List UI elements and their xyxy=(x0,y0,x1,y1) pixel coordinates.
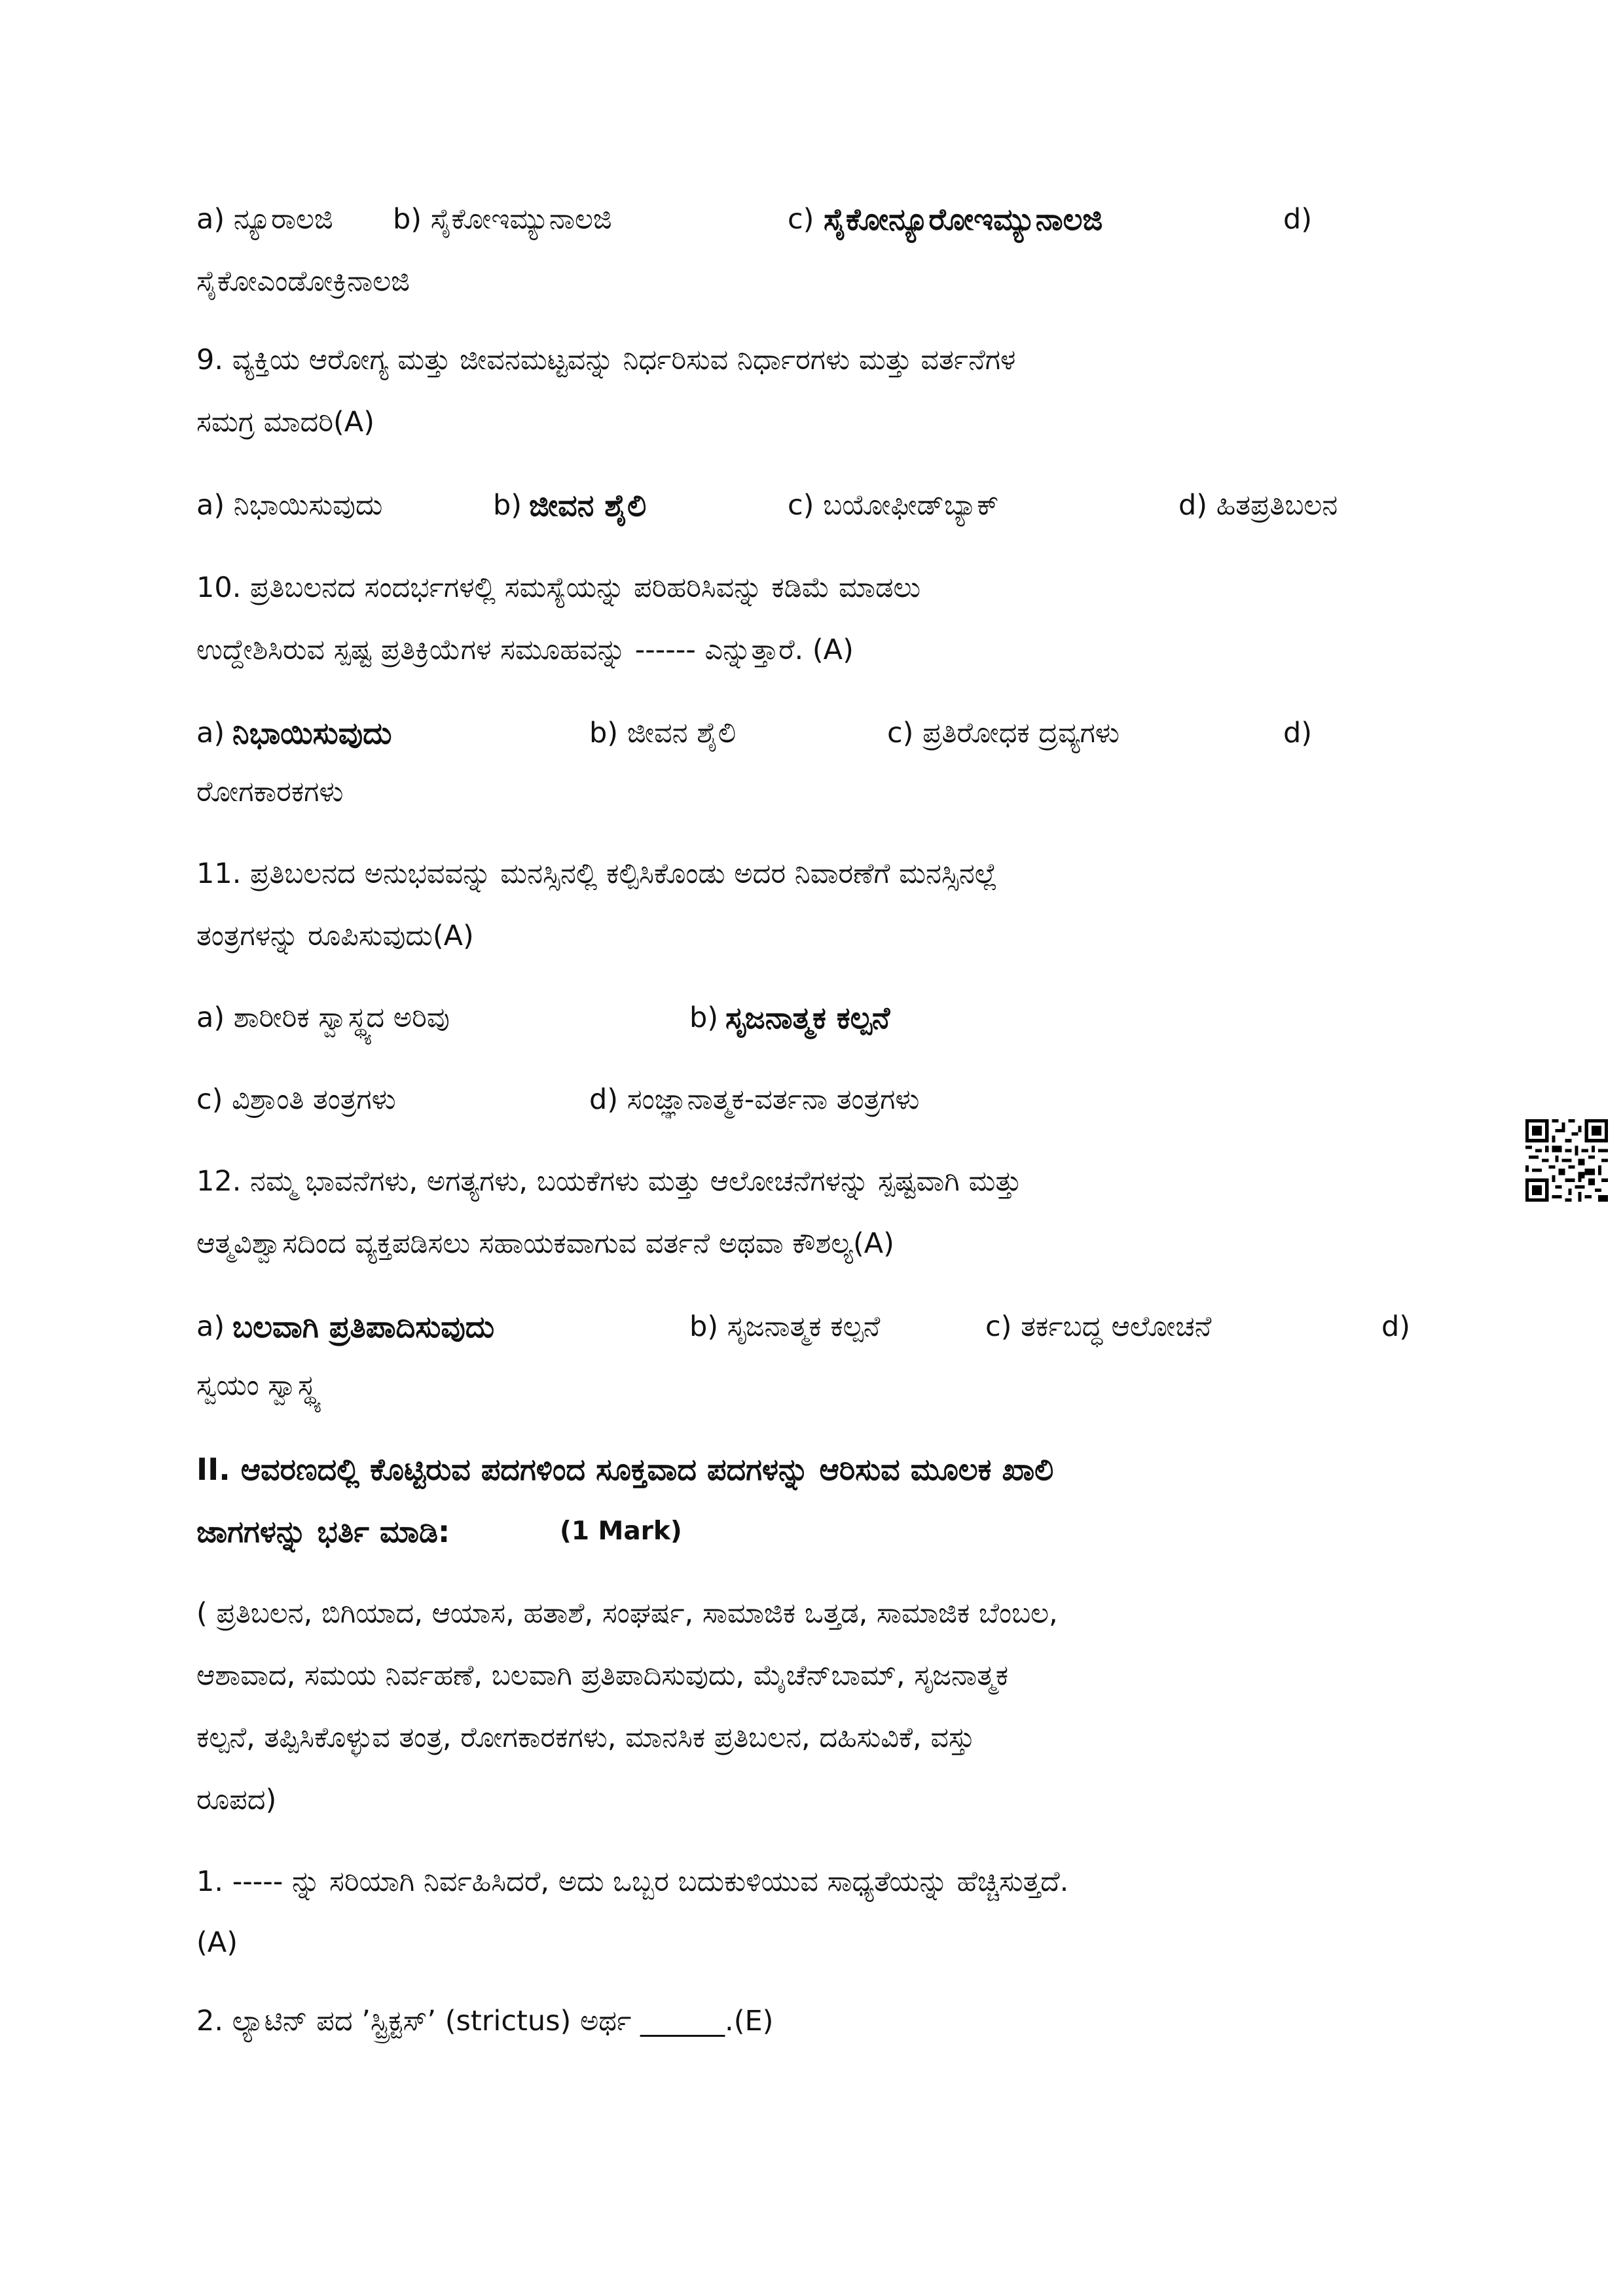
q10-text-line2: ಉದ್ದೇಶಿಸಿರುವ ಸ್ಪಷ್ಟ ಪ್ರತಿಕ್ರಿಯೆಗಳ ಸಮೂಹವನ್ನು ------ ಎನ್ನುತ್ತಾರೆ. (A) xyxy=(196,634,854,666)
q8-option-c-prefix: c) xyxy=(788,203,814,236)
q8-option-d-text: ಸೈಕೋಎಂಡೋಕ್ರಿನಾಲಜಿ xyxy=(196,265,410,298)
q8-option-b: b) ಸೈಕೋಇಮ್ಯುನಾಲಜಿ xyxy=(393,203,612,236)
q10-option-d-prefix: d) xyxy=(1283,717,1313,749)
q10-option-a-answer: ನಿಭಾಯಿಸುವುದು xyxy=(232,715,392,751)
q9-option-c: c) ಬಯೋಫೀಡ್‌ಬ್ಯಾಕ್ xyxy=(788,489,999,522)
q12-option-c: c) ತರ್ಕಬದ್ಧ ಆಲೋಚನೆ xyxy=(985,1310,1212,1343)
q10-text-line1: 10. ಪ್ರತಿಬಲನದ ಸಂದರ್ಭಗಳಲ್ಲಿ ಸಮಸ್ಯೆಯನ್ನು ಪರಿಹರಿಸಿವನ್ನು ಕಡಿಮೆ ಮಾಡಲು xyxy=(196,571,921,604)
word-box-line3: ಕಲ್ಪನೆ, ತಪ್ಪಿಸಿಕೊಳ್ಳುವ ತಂತ್ರ, ರೋಗಕಾರಕಗಳು, ಮಾನಸಿಕ ಪ್ರತಿಬಲನ, ದಹಿಸುವಿಕೆ, ವಸ್ತು xyxy=(196,1721,976,1754)
q9-option-b-prefix: b) xyxy=(493,489,522,522)
fill-q2: 2. ಲ್ಯಾಟಿನ್ ಪದ ’ಸ್ಟ್ರಿಕ್ಟಸ್’ (strictus) ಅರ್ಥ ______.(E) xyxy=(196,2005,774,2037)
q12-option-b: b) ಸೃಜನಾತ್ಮಕ ಕಲ್ಪನೆ xyxy=(689,1310,881,1343)
section2-heading-line1: II. ಆವರಣದಲ್ಲಿ ಕೊಟ್ಟಿರುವ ಪದಗಳಿಂದ ಸೂಕ್ತವಾದ ಪದಗಳನ್ನು ಆರಿಸುವ ಮೂಲಕ ಖಾಲಿ xyxy=(196,1452,1054,1487)
q9-option-b-answer: ಜೀವನ ಶೈಲಿ xyxy=(529,488,647,523)
q12-text-line2: ಆತ್ಮವಿಶ್ವಾಸದಿಂದ ವ್ಯಕ್ತಪಡಿಸಲು ಸಹಾಯಕವಾಗುವ ವರ್ತನೆ ಅಥವಾ ಕೌಶಲ್ಯ(A) xyxy=(196,1227,894,1260)
section2-heading-main: ಜಾಗಗಳನ್ನು ಭರ್ತಿ ಮಾಡಿ: xyxy=(196,1514,450,1549)
q12-option-d-prefix: d) xyxy=(1381,1310,1411,1343)
q12-text-line1: 12. ನಮ್ಮ ಭಾವನೆಗಳು, ಅಗತ್ಯಗಳು, ಬಯಕೆಗಳು ಮತ್ತು ಆಲೋಚನೆಗಳನ್ನು ಸ್ಪಷ್ಟವಾಗಿ ಮತ್ತು xyxy=(196,1165,1022,1198)
q11-option-a: a) ಶಾರೀರಿಕ ಸ್ವಾಸ್ಥ್ಯದ ಅರಿವು xyxy=(196,1001,450,1034)
word-box-line4: ರೂಪದ) xyxy=(196,1784,277,1816)
qr-code-icon xyxy=(1525,1119,1608,1202)
section2-heading-marks: (1 Mark) xyxy=(560,1516,682,1546)
word-box-line2: ಆಶಾವಾದ, ಸಮಯ ನಿರ್ವಹಣೆ, ಬಲವಾಗಿ ಪ್ರತಿಪಾದಿಸುವುದು, ಮೈಚೆನ್‌ಬಾಮ್, ಸೃಜನಾತ್ಮಕ xyxy=(196,1659,1009,1692)
q11-text-line2: ತಂತ್ರಗಳನ್ನು ರೂಪಿಸುವುದು(A) xyxy=(196,920,474,952)
q8-option-a: a) ನ್ಯೂರಾಲಜಿ xyxy=(196,203,333,236)
q9-option-d: d) ಹಿತಪ್ರತಿಬಲನ xyxy=(1178,489,1338,522)
q10-option-c: c) ಪ್ರತಿರೋಧಕ ದ್ರವ್ಯಗಳು xyxy=(887,717,1120,749)
q10-option-b: b) ಜೀವನ ಶೈಲಿ xyxy=(589,717,737,749)
fill-q1-line2: (A) xyxy=(196,1926,238,1959)
q10-option-d-text: ರೋಗಕಾರಕಗಳು xyxy=(196,776,344,808)
fill-q1-line1: 1. ----- ನ್ನು ಸರಿಯಾಗಿ ನಿರ್ವಹಿಸಿದರೆ, ಅದು ಒಬ್ಬರ ಬದುಕುಳಿಯುವ ಸಾಧ್ಯತೆಯನ್ನು ಹೆಚ್ಚಿಸುತ್ತದೆ. xyxy=(196,1865,1069,1898)
q11-option-d: d) ಸಂಜ್ಞಾನಾತ್ಮಕ-ವರ್ತನಾ ತಂತ್ರಗಳು xyxy=(589,1083,920,1116)
q8-option-d-prefix: d) xyxy=(1283,203,1313,236)
q9-option-a: a) ನಿಭಾಯಿಸುವುದು xyxy=(196,489,383,522)
q9-text-line2: ಸಮಗ್ರ ಮಾದರಿ(A) xyxy=(196,406,374,439)
q12-option-a-prefix: a) xyxy=(196,1310,225,1343)
q12-option-a-answer: ಬಲವಾಗಿ ಪ್ರತಿಪಾದಿಸುವುದು xyxy=(232,1309,495,1344)
q11-option-b-prefix: b) xyxy=(689,1001,719,1034)
q8-option-c-answer: ಸೈಕೋನ್ಯೂರೋಇಮ್ಯುನಾಲಜಿ xyxy=(824,202,1103,237)
q9-text-line1: 9. ವ್ಯಕ್ತಿಯ ಆರೋಗ್ಯ ಮತ್ತು ಜೀವನಮಟ್ಟವನ್ನು ನಿರ್ಧರಿಸುವ ನಿರ್ಧಾರಗಳು ಮತ್ತು ವರ್ತನೆಗಳ xyxy=(196,344,1016,376)
q11-text-line1: 11. ಪ್ರತಿಬಲನದ ಅನುಭವವನ್ನು ಮನಸ್ಸಿನಲ್ಲಿ ಕಲ್ಪಿಸಿಕೊಂಡು ಅದರ ನಿವಾರಣೆಗೆ ಮನಸ್ಸಿನಲ್ಲೆ xyxy=(196,857,998,890)
q12-option-d-text: ಸ್ವಯಂ ಸ್ವಾಸ್ಥ್ಯ xyxy=(196,1369,321,1402)
word-box-line1: ( ಪ್ರತಿಬಲನ, ಬಿಗಿಯಾದ, ಆಯಾಸ, ಹತಾಶೆ, ಸಂಘರ್ಷ, ಸಾಮಾಜಿಕ ಒತ್ತಡ, ಸಾಮಾಜಿಕ ಬೆಂಬಲ, xyxy=(196,1597,1058,1630)
q11-option-b-answer: ಸೃಜನಾತ್ಮಕ ಕಲ್ಪನೆ xyxy=(725,1000,890,1035)
q11-option-c: c) ವಿಶ್ರಾಂತಿ ತಂತ್ರಗಳು xyxy=(196,1083,396,1116)
q10-option-a-prefix: a) xyxy=(196,717,225,749)
